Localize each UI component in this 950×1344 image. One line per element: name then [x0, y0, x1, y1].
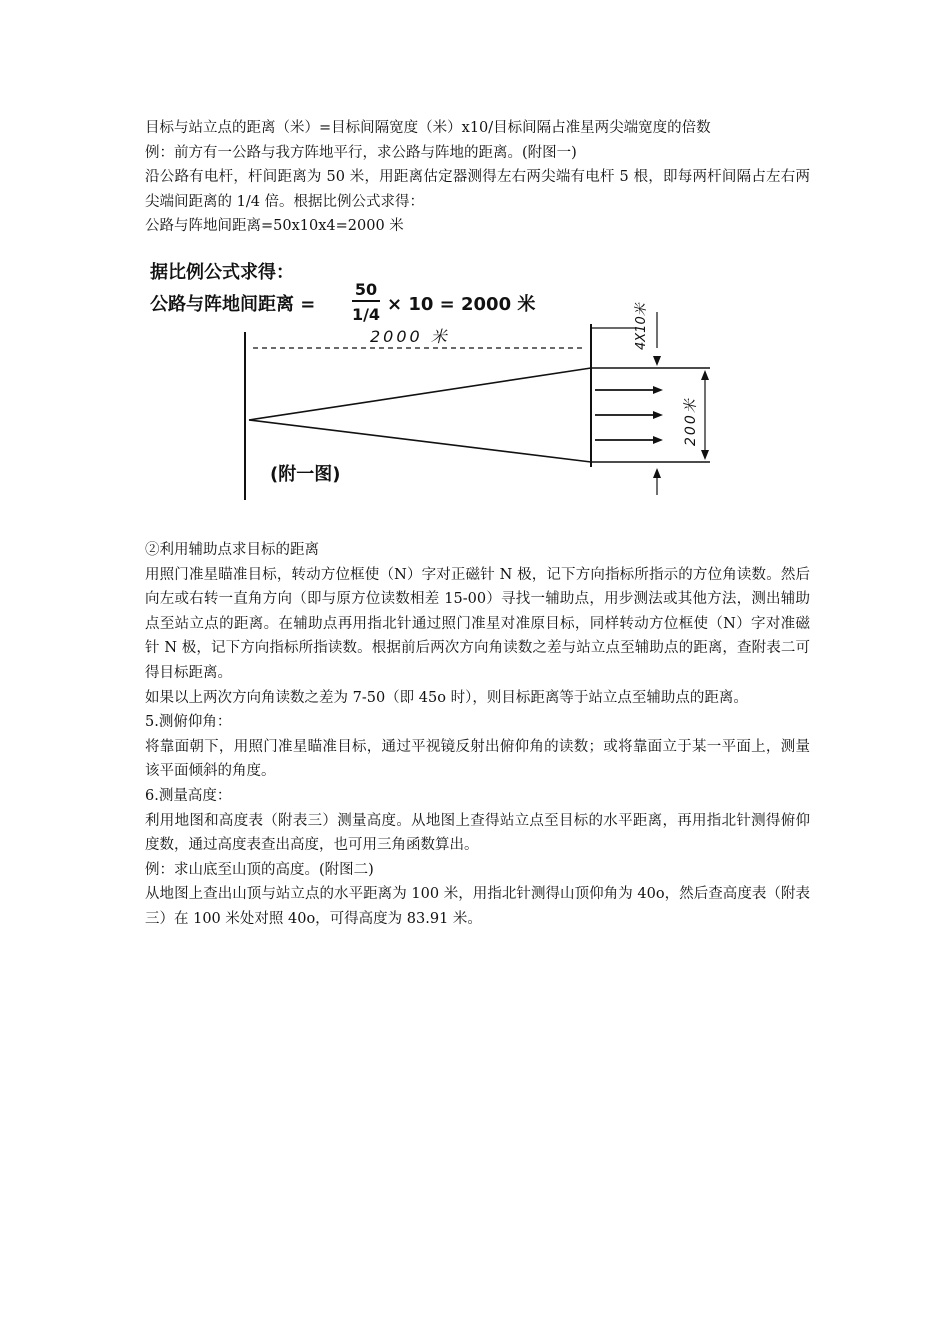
gap-dimension-arrow [653, 356, 661, 366]
pole-arrow-2-head [653, 411, 663, 419]
width-dimension-arrow-bottom [701, 450, 709, 460]
figure-heading: 据比例公式求得： [150, 262, 294, 283]
height-example-paragraph: 从地图上查出山顶与站立点的水平距离为 100 米，用指北针测得山顶仰角为 40o，然后查高度表（附表三）在 100 米处对照 40o，可得高度为 83.91 米。 [145, 886, 810, 927]
section-height-title: 6.测量高度： [145, 787, 232, 804]
figure-fraction-numerator: 50 [354, 280, 378, 299]
gap-label: 4X10米 [634, 303, 649, 350]
figure-formula-suffix: × 10 = 2000 米 [387, 294, 536, 315]
top-text-block [145, 116, 810, 239]
figure-caption: (附一图) [270, 464, 341, 485]
height-paragraph: 利用地图和高度表（附表三）测量高度。从地图上查得站立点至目标的水平距离，再用指北针测得俯仰度数，通过高度表查出高度，也可用三角函数算出。 [145, 812, 810, 854]
figure-one-diagram [145, 250, 720, 510]
pole-arrow-3-head [653, 436, 663, 444]
sight-ray-bottom [249, 420, 591, 462]
distance-label: 2000 米 [370, 327, 450, 346]
pole-arrow-1-head [653, 386, 663, 394]
angle-difference-paragraph: 如果以上两次方向角读数之差为 7-50（即 45o 时），则目标距离等于站立点至辅助点的距离。 [145, 689, 748, 706]
example-paragraph: 例：前方有一公路与我方阵地平行，求公路与阵地的距离。(附图一) [145, 144, 577, 161]
width-dimension-arrow-top [701, 370, 709, 380]
result-paragraph: 公路与阵地间距离=50x10x4=2000 米 [145, 218, 404, 235]
pole-paragraph: 沿公路有电杆，杆间距离为 50 米，用距离估定器测得左右两尖端有电杆 5 根，即每两杆间隔占左右两尖端间距离的 1/4 倍。根据比例公式求得： [145, 169, 810, 210]
elevation-paragraph: 将靠面朝下，用照门准星瞄准目标，通过平视镜反射出俯仰角的读数；或将靠面立于某一平面上，测量该平面倾斜的角度。 [145, 738, 810, 780]
formula-paragraph: 目标与站立点的距离（米）=目标间隔宽度（米）x10/目标间隔占准星两尖端宽度的倍数 [145, 120, 711, 136]
auxiliary-point-paragraph: 用照门准星瞄准目标，转动方位框使（N）字对正磁针 N 极，记下方向指标所指示的方位角读数。然后向左或右转一直角方向（即与原方位读数相差 15-00）寻找一辅助点，用步测法或其他方法，测出辅助点至站立点的距离。在辅助点再用指北针通过照门准星对准原目标，同样转动方位框使（N）字对准磁针 N 极，记下方向指标所指读数。根据前后两次方向角读数之差与站立点至辅助点的距离，查附表二可得目标距离。 [145, 566, 810, 681]
bottom-pointer-arrow [653, 468, 661, 478]
figure-formula-prefix: 公路与阵地间距离 = [150, 294, 316, 315]
figure-fraction-denominator: 1/4 [351, 305, 381, 324]
bottom-text-block [145, 538, 810, 932]
height-example-title: 例：求山底至山顶的高度。(附图二) [145, 861, 374, 878]
section-auxiliary-point-title: ②利用辅助点求目标的距离 [145, 542, 319, 558]
sight-ray-top [249, 368, 591, 420]
width-label: 200米 [683, 397, 699, 446]
section-elevation-title: 5.测俯仰角： [145, 714, 232, 731]
